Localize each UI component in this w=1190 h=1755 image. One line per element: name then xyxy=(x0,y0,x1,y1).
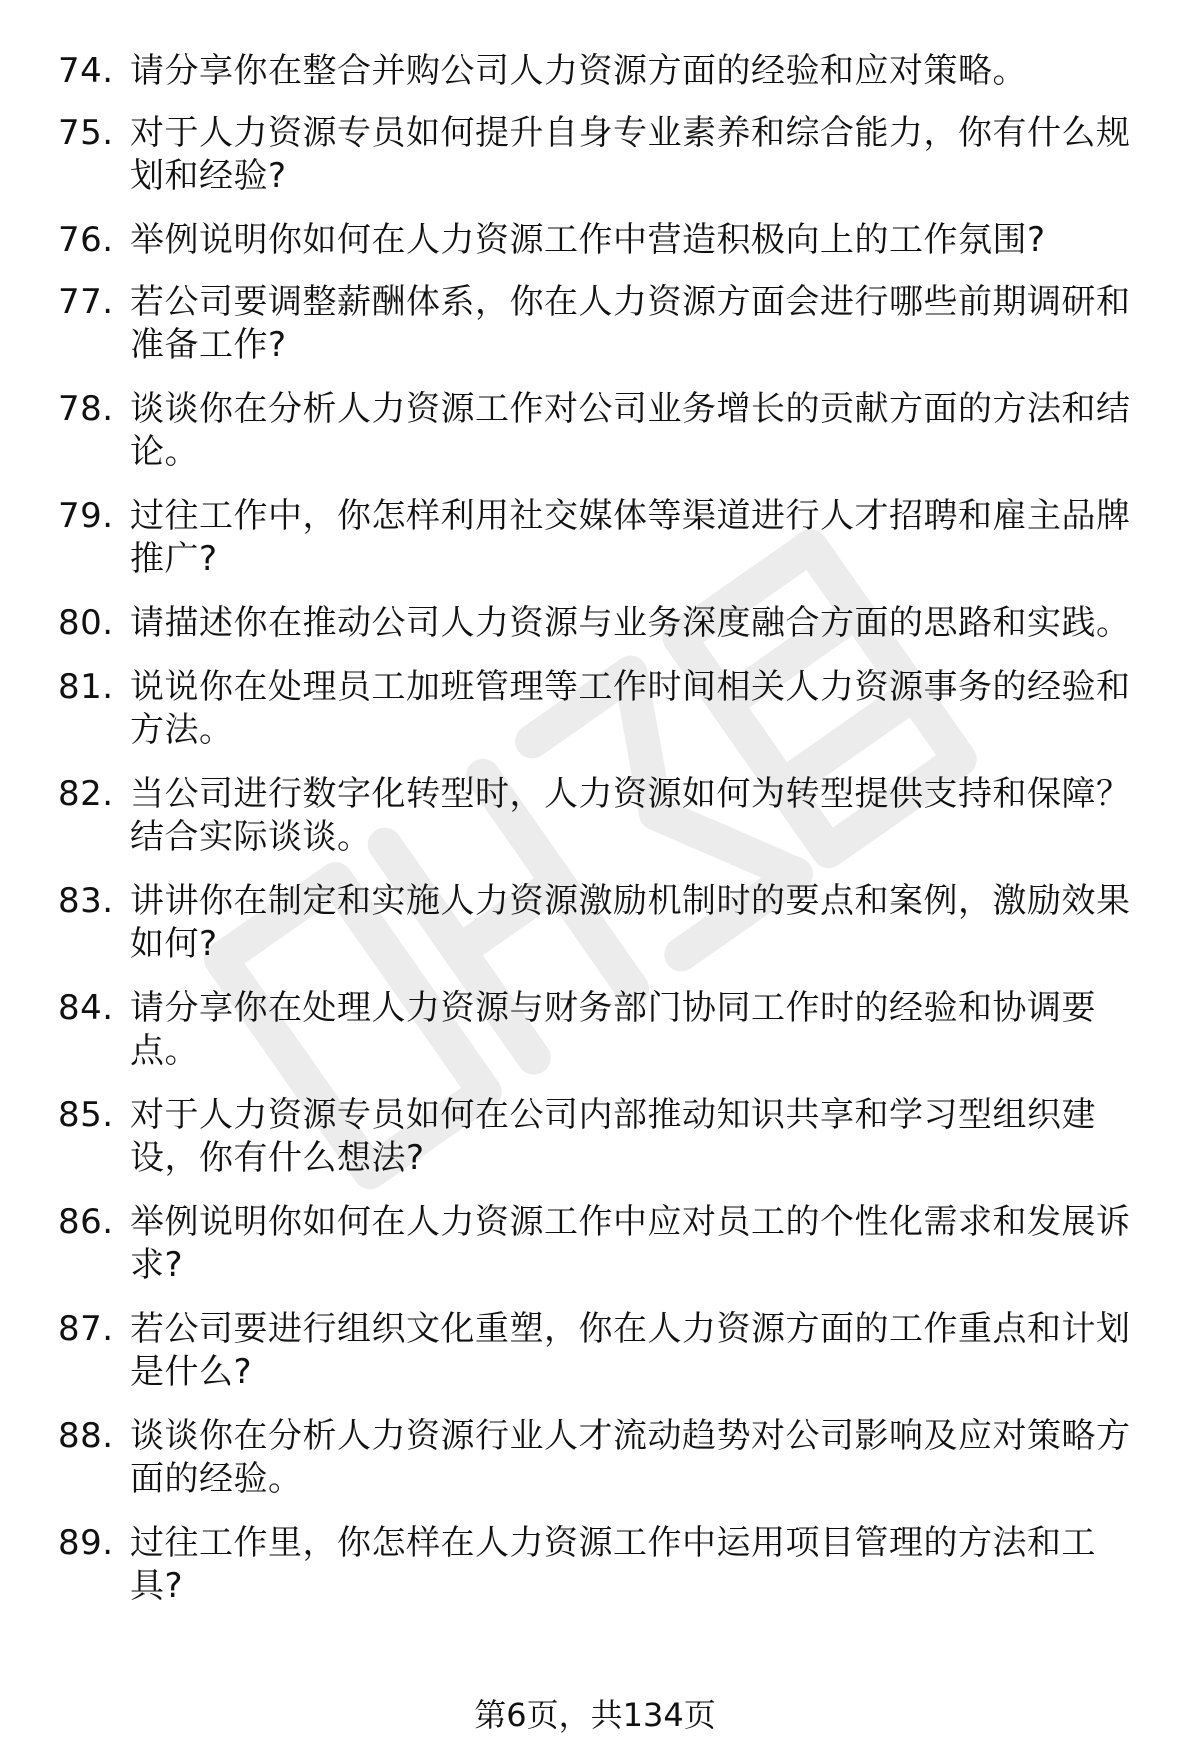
question-text: 说说你在处理员工加班管理等工作时间相关人力资源事务的经验和方法。 xyxy=(130,667,1131,750)
list-item xyxy=(58,1308,1148,1394)
list-item xyxy=(58,112,1148,198)
question-number: 88. xyxy=(58,1416,114,1456)
question-number: 76. xyxy=(58,220,114,260)
question-text: 过往工作中，你怎样利用社交媒体等渠道进行人才招聘和雇主品牌推广? xyxy=(130,496,1131,579)
list-item xyxy=(58,1522,1148,1608)
question-text: 请描述你在推动公司人力资源与业务深度融合方面的思路和实践。 xyxy=(130,603,1131,643)
question-text: 举例说明你如何在人力资源工作中应对员工的个性化需求和发展诉求? xyxy=(130,1202,1131,1285)
list-item xyxy=(58,666,1148,752)
list-item xyxy=(58,1094,1148,1180)
question-text: 当公司进行数字化转型时，人力资源如何为转型提供支持和保障？结合实际谈谈。 xyxy=(130,774,1131,857)
question-number: 74. xyxy=(58,51,114,91)
question-number: 79. xyxy=(58,496,114,536)
question-number: 84. xyxy=(58,988,114,1028)
question-text: 谈谈你在分析人力资源行业人才流动趋势对公司影响及应对策略方面的经验。 xyxy=(130,1416,1131,1499)
question-number: 75. xyxy=(58,113,114,153)
question-list xyxy=(58,50,1148,1629)
question-number: 87. xyxy=(58,1309,114,1349)
page-footer xyxy=(0,1695,1190,1735)
question-text: 若公司要调整薪酬体系，你在人力资源方面会进行哪些前期调研和准备工作? xyxy=(130,282,1131,365)
question-text: 举例说明你如何在人力资源工作中营造积极向上的工作氛围? xyxy=(130,220,1046,260)
question-text: 谈谈你在分析人力资源工作对公司业务增长的贡献方面的方法和结论。 xyxy=(130,389,1131,472)
question-number: 86. xyxy=(58,1202,114,1242)
list-item xyxy=(58,1201,1148,1287)
question-text: 过往工作里，你怎样在人力资源工作中运用项目管理的方法和工具? xyxy=(130,1523,1096,1606)
question-number: 83. xyxy=(58,881,114,921)
question-text: 对于人力资源专员如何在公司内部推动知识共享和学习型组织建设，你有什么想法? xyxy=(130,1095,1096,1178)
question-number: 81. xyxy=(58,667,114,707)
list-item xyxy=(58,388,1148,474)
question-number: 78. xyxy=(58,389,114,429)
question-number: 77. xyxy=(58,282,114,322)
list-item xyxy=(58,495,1148,581)
question-number: 85. xyxy=(58,1095,114,1135)
question-text: 请分享你在整合并购公司人力资源方面的经验和应对策略。 xyxy=(130,51,1027,91)
question-number: 82. xyxy=(58,774,114,814)
page-number-label: 第6页，共134页 xyxy=(474,1696,716,1734)
list-item xyxy=(58,987,1148,1073)
question-text: 请分享你在处理人力资源与财务部门协同工作时的经验和协调要点。 xyxy=(130,988,1096,1071)
list-item xyxy=(58,50,1148,93)
question-text: 对于人力资源专员如何提升自身专业素养和综合能力，你有什么规划和经验? xyxy=(130,113,1131,196)
list-item xyxy=(58,219,1148,262)
question-text: 若公司要进行组织文化重塑，你在人力资源方面的工作重点和计划是什么? xyxy=(130,1309,1131,1392)
list-item xyxy=(58,281,1148,367)
list-item xyxy=(58,880,1148,966)
list-item xyxy=(58,602,1148,645)
list-item xyxy=(58,773,1148,859)
question-text: 讲讲你在制定和实施人力资源激励机制时的要点和案例，激励效果如何? xyxy=(130,881,1131,964)
question-number: 80. xyxy=(58,603,114,643)
question-number: 89. xyxy=(58,1523,114,1563)
list-item xyxy=(58,1415,1148,1501)
